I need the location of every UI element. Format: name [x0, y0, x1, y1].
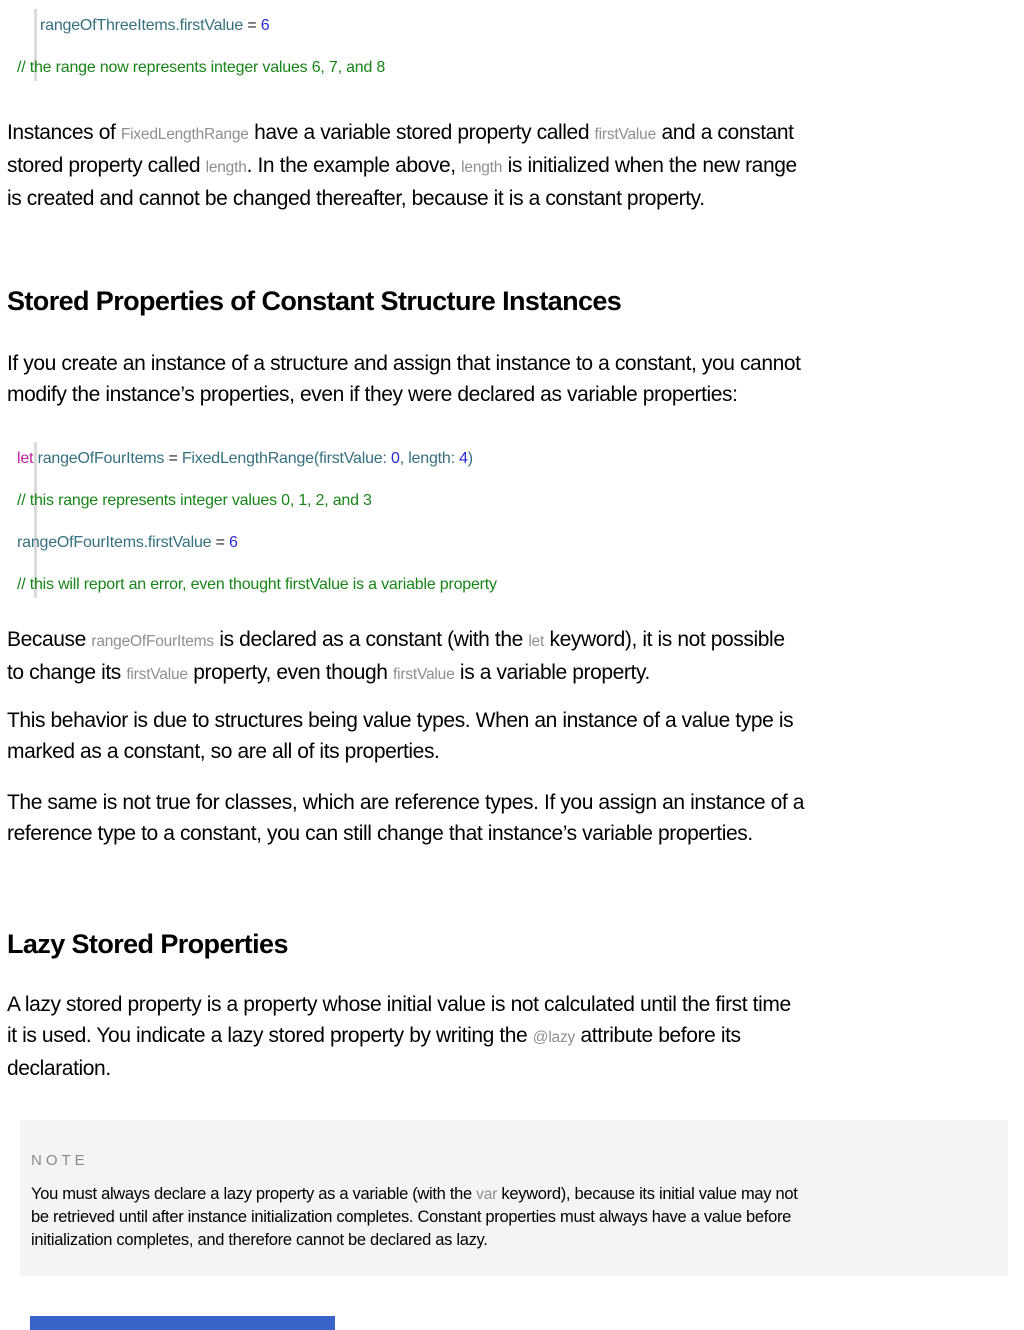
- code-block: [0, 5, 1024, 89]
- text-run: is initialized when the new range: [502, 154, 797, 177]
- section-heading: Lazy Stored Properties: [7, 929, 288, 959]
- code-token-num: 6: [229, 534, 238, 551]
- inline-code: firstValue: [126, 666, 188, 683]
- code-token-num: 6: [260, 17, 270, 34]
- text-run: is declared as a constant (with the: [213, 628, 529, 651]
- code-line: [17, 438, 1024, 480]
- code-token-id: length:: [408, 450, 455, 467]
- text-run: attribute before its: [575, 1024, 741, 1047]
- code-line: [17, 522, 1024, 564]
- text-run: and a constant: [656, 121, 794, 144]
- inline-code: length: [461, 159, 503, 176]
- text-run: property, even though: [187, 661, 394, 684]
- paragraph: [7, 989, 1024, 1084]
- inline-code: length: [205, 159, 247, 176]
- inline-code: let: [528, 633, 545, 650]
- note-line: [31, 1183, 978, 1206]
- text-run: is a variable property.: [454, 661, 650, 684]
- code-token-cm: // this range represents integer values 0, 1, 2, and 3: [17, 492, 372, 509]
- code-token-kw: let: [17, 450, 34, 467]
- text-run: Instances of: [7, 121, 121, 144]
- text-run: declaration.: [7, 1057, 111, 1080]
- document-page: [0, 5, 1024, 1276]
- paragraph-line: [7, 705, 1024, 736]
- inline-code: firstValue: [594, 126, 657, 143]
- paragraph: [7, 117, 1024, 214]
- text-run: The same is not true for classes, which are reference types. If you assign an instance of a: [7, 791, 805, 814]
- code-line: [17, 564, 1024, 606]
- text-run: it is used. You indicate a lazy stored property by writing the: [7, 1024, 533, 1047]
- text-run: stored property called: [7, 154, 206, 177]
- note-body: [31, 1183, 978, 1252]
- text-run: initialization completes, and therefore cannot be declared as lazy.: [31, 1231, 488, 1249]
- inline-code: var: [476, 1186, 498, 1203]
- paragraph-line: [7, 787, 1024, 818]
- paragraph-line: [7, 117, 1024, 150]
- paragraph-line: [7, 348, 1024, 379]
- paragraph-line: [7, 379, 1024, 410]
- paragraph: [7, 787, 1024, 849]
- inline-code: firstValue: [393, 666, 455, 683]
- paragraph-line: [7, 150, 1024, 183]
- code-token-id: ): [467, 450, 473, 467]
- paragraph-line: [7, 624, 1024, 657]
- next-page-blue-bar: [30, 1316, 335, 1330]
- text-run: keyword), it is not possible: [544, 628, 785, 651]
- text-run: . In the example above,: [246, 154, 462, 177]
- paragraph-line: [7, 736, 1024, 767]
- text-run: modify the instance’s properties, even if they were declared as variable properties:: [7, 383, 738, 406]
- text-run: be retrieved until after instance initialization completes. Constant properties must always have a value before: [31, 1208, 792, 1226]
- code-token-cm: // this will report an error, even thought firstValue is a variable property: [17, 576, 497, 593]
- note-line: [31, 1229, 978, 1252]
- code-token-id: rangeOfThreeItems.firstValue: [40, 17, 244, 34]
- code-block: [0, 438, 1024, 606]
- paragraph-line: [7, 818, 1024, 849]
- code-token-id: rangeOfFourItems.firstValue: [17, 534, 212, 551]
- note-callout: [20, 1120, 1008, 1276]
- paragraph-line: [7, 1053, 1024, 1084]
- note-line: [31, 1206, 978, 1229]
- code-token-num: 4: [459, 450, 468, 467]
- text-run: is created and cannot be changed thereafter, because it is a constant property.: [7, 187, 705, 210]
- code-token-cm: // the range now represents integer values 6, 7, and 8: [17, 59, 386, 76]
- section-heading: Stored Properties of Constant Structure Instances: [7, 286, 622, 316]
- code-token-id: FixedLengthRange(firstValue:: [181, 450, 387, 467]
- text-run: If you create an instance of a structure and assign that instance to a constant, you cannot: [7, 352, 801, 375]
- code-line: [17, 47, 1024, 89]
- inline-code: rangeOfFourItems: [91, 633, 214, 650]
- note-label: NOTE: [31, 1152, 89, 1169]
- text-run: to change its: [7, 661, 127, 684]
- paragraph-line: [7, 1020, 1024, 1053]
- code-token-id: ,: [399, 450, 404, 467]
- paragraph-line: [7, 989, 1024, 1020]
- text-run: Because: [7, 628, 92, 651]
- paragraph: [7, 705, 1024, 767]
- code-token-op: =: [164, 450, 182, 467]
- text-run: This behavior is due to structures being value types. When an instance of a value type is: [7, 709, 794, 732]
- code-token-op: =: [243, 17, 261, 34]
- code-token-num: 0: [391, 450, 400, 467]
- text-run: keyword), because its initial value may not: [497, 1185, 798, 1203]
- paragraph: [7, 624, 1024, 690]
- inline-code: FixedLengthRange: [120, 126, 249, 143]
- paragraph-line: [7, 183, 1024, 214]
- code-line: [17, 480, 1024, 522]
- code-line: [40, 5, 1024, 47]
- text-run: marked as a constant, so are all of its properties.: [7, 740, 440, 763]
- code-token-id: rangeOfFourItems: [37, 450, 165, 467]
- text-run: You must always declare a lazy property as a variable (with the: [31, 1185, 477, 1203]
- text-run: A lazy stored property is a property whose initial value is not calculated until the first time: [7, 993, 791, 1016]
- paragraph-line: [7, 657, 1024, 690]
- text-run: have a variable stored property called: [248, 121, 595, 144]
- inline-code: @lazy: [532, 1029, 576, 1046]
- code-token-op: =: [211, 534, 230, 551]
- paragraph: [7, 348, 1024, 410]
- text-run: reference type to a constant, you can still change that instance’s variable properties.: [7, 822, 753, 845]
